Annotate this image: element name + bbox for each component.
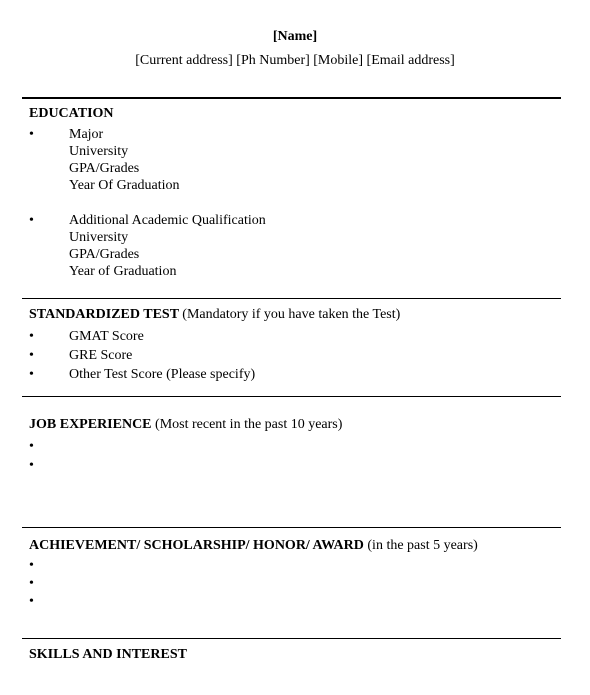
skills-section [29,646,559,664]
list-item [29,437,559,456]
bullet-icon [29,456,35,475]
bullet-icon [29,212,35,229]
bullet-icon [29,593,35,611]
education-gpa: GPA/Grades [69,161,140,176]
standardized-test-title: STANDARDIZED TEST [29,307,179,322]
achievement-note: (in the past 5 years) [367,538,478,553]
list-item [29,365,559,384]
list-item [29,456,559,475]
gmat-score: GMAT Score [69,329,144,344]
education-year-2: Year of Graduation [69,264,177,279]
education-university: University [69,144,129,159]
education-heading: EDUCATION [29,106,114,121]
education-major: Major [69,127,104,142]
list-item [29,557,559,575]
job-experience-list [29,437,559,475]
achievement-list [29,557,559,611]
list-item [29,126,559,143]
section-divider [22,298,561,299]
education-university-2: University [69,230,129,245]
standardized-test-note: (Mandatory if you have taken the Test) [182,307,401,322]
standardized-test-section [29,306,559,384]
skills-heading: SKILLS AND INTEREST [29,647,187,662]
bullet-icon [29,126,35,143]
list-item [29,346,559,365]
achievement-section [29,537,559,611]
education-group-1 [29,126,559,143]
section-divider [22,527,561,528]
header-divider [22,97,561,99]
job-experience-section [29,416,559,475]
education-additional: Additional Academic Qualification [69,213,266,228]
education-group-2 [29,212,559,229]
section-divider [22,638,561,639]
bullet-icon [29,327,35,346]
resume-name: [Name] [272,29,318,44]
job-experience-note: (Most recent in the past 10 years) [155,417,343,432]
bullet-icon [29,557,35,575]
job-experience-title: JOB EXPERIENCE [29,417,152,432]
gre-score: GRE Score [69,348,133,363]
bullet-icon [29,437,35,456]
education-gpa-2: GPA/Grades [69,247,140,262]
bullet-icon [29,346,35,365]
section-divider [22,396,561,397]
achievement-title: ACHIEVEMENT/ SCHOLARSHIP/ HONOR/ AWARD [29,538,364,553]
list-item [29,575,559,593]
job-experience-heading [29,416,559,434]
education-section [29,105,559,280]
bullet-icon [29,575,35,593]
list-item [29,593,559,611]
list-item [29,212,559,229]
achievement-heading [29,537,559,555]
list-item [29,327,559,346]
bullet-icon [29,365,35,384]
standardized-test-list [29,327,559,384]
contact-line: [Current address] [Ph Number] [Mobile] [Email address] [135,53,455,68]
education-year: Year Of Graduation [69,178,180,193]
standardized-test-heading [29,306,559,324]
other-test-score: Other Test Score (Please specify) [69,367,256,382]
